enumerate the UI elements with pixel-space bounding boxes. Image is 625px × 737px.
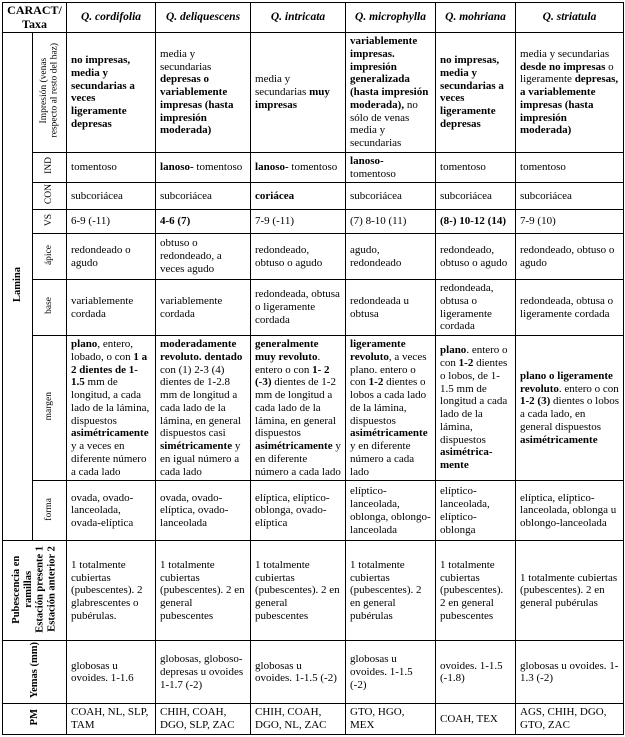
cell-base-q-mohriana [436,280,516,336]
text-run: lanoso- [350,154,384,167]
text-run: 1 totalmente cubiertas (pubescentes). 2 glabrescentes o pubérulas. [71,558,143,622]
text-run: no sólo de venas media y secundarias [350,98,418,149]
cell-forma-q-mohriana [436,481,516,541]
text-run: subcoriácea [440,189,492,202]
text-run: 1 a 2 dientes de 1-1.5 [71,350,148,389]
cell-vs-q-intricata [251,210,346,234]
group-label-text [12,267,24,302]
text-run: plano [71,338,98,351]
text-run: respecto al resto del haz) [49,43,60,138]
text-run: lanoso- [255,161,289,174]
cell-apice-q-mohriana [436,234,516,280]
cell-pm-q-microphylla [346,704,436,735]
cell-apice-q-microphylla [346,234,436,280]
text-run: asimétricamente [71,427,149,440]
text-run: ovoides. 1-1.5 (-1.8) [440,659,503,685]
text-run: plano o ligeramente revoluto [520,369,613,395]
cell-con-q-cordifolia [67,183,156,210]
cell-margen-q-deliquescens [156,336,251,481]
row-label-con [33,183,67,210]
cell-apice-q-cordifolia [67,234,156,280]
cell-pubescencia-q-intricata [251,541,346,641]
text-run: asimétricamente [520,433,598,446]
table-body [3,33,624,735]
text-run: . entero o con [558,382,619,395]
text-run: Estación anterior [46,551,58,632]
row-label-apice [33,234,67,280]
row-label-text [44,392,55,420]
text-run: CON [44,184,55,205]
text-run: variablemente impresas. impresión generalizada (hasta impresión moderada), [350,35,429,111]
group-label-lamina [3,33,33,541]
text-run: ovada, ovado-elíptica, ovado-lanceolada [160,491,229,530]
cell-yemas-q-striatula [516,641,624,704]
cell-apice-q-intricata [251,234,346,280]
cell-pubescencia-q-microphylla [346,541,436,641]
text-run: , a veces plano. entero o con [350,350,427,389]
text-run: dientes o lobos, de 1- 1.5 mm de longitud a cada lado de la lámina, dispuestos [440,357,508,446]
group-label-text [29,642,41,698]
cell-ind-q-microphylla [346,152,436,183]
cell-pm-q-mohriana [436,704,516,735]
cell-pm-q-cordifolia [67,704,156,735]
text-run: AGS, CHIH, DGO, GTO, ZAC [520,706,607,732]
row-label-base [33,280,67,336]
text-run: y en diferente número a cada lado [255,440,341,478]
cell-pubescencia-q-mohriana [436,541,516,641]
cell-base-q-deliquescens [156,280,251,336]
cell-pubescencia-q-deliquescens [156,541,251,641]
text-run: moderadamente revoluto. dentado [160,338,243,363]
text-run: redondeado o agudo [71,243,131,269]
row-label-text [44,214,55,226]
group-label-pm [3,704,67,735]
species-header-q-deliquescens: Q. deliquescens [156,3,251,33]
row-label-forma [33,481,67,541]
row-label-text [44,498,55,521]
text-run: 1-2 [368,376,384,389]
cell-forma-q-intricata [251,481,346,541]
text-run: coriácea [255,189,295,202]
text-run: 2 [46,546,58,552]
cell-con-q-microphylla [346,183,436,210]
cell-margen-q-cordifolia [67,336,156,481]
cell-impresion-q-cordifolia [67,33,156,153]
cell-forma-q-cordifolia [67,481,156,541]
text-run: COAH, TEX [440,712,498,725]
group-label-text [29,709,41,725]
row-label-text [44,184,55,204]
text-run: tomentoso [193,161,243,174]
text-run: asimétrica-mente [440,446,493,472]
text-run: dientes o lobos a cada lado de la lámina, dispuestos [350,376,427,427]
text-run: y en diferente número a cada lado [350,440,415,478]
cell-yemas-q-mohriana [436,641,516,704]
text-run: 7-9 (10) [520,215,556,228]
cell-vs-q-mohriana [436,210,516,234]
row-label-text [44,297,55,314]
species-header-q-intricata: Q. intricata [251,3,346,33]
cell-base-q-cordifolia [67,280,156,336]
text-run: elíptico-lanceolada, oblonga, oblongo-lanceolada [350,485,431,536]
text-run: Estación presente [34,550,46,633]
text-run: Yemas (mm) [28,642,40,699]
text-run: subcoriácea [350,189,402,202]
text-run: Taxa [22,16,47,31]
cell-margen-q-intricata [251,336,346,481]
text-run: no impresas, media y secundarias a veces ligeramente depresas [71,54,135,130]
cell-vs-q-deliquescens [156,210,251,234]
text-run: lanoso- [160,161,194,174]
text-run: redondeado, obtuso o agudo [255,243,323,269]
cell-apice-q-striatula [516,234,624,280]
text-run: VS [44,213,55,226]
text-run: CHIH, COAH, DGO, NL, ZAC [255,706,327,732]
text-run: ligeramente revoluto [350,338,406,363]
text-run: tomentoso [288,161,338,174]
corner-header [3,3,67,33]
text-run: 1-2 [458,357,474,370]
text-run: Pubescencia en [11,554,22,623]
row-label-ind [33,152,67,183]
text-run: globosas, globoso-depresas u ovoides 1-1.7 (-2) [160,653,244,691]
text-run: GTO, HGO, MEX [350,706,405,732]
comparison-table [2,2,624,735]
cell-margen-q-microphylla [346,336,436,481]
text-run: y en igual número a cada lado [160,440,241,478]
species-header-q-striatula: Q. striatula [516,3,624,33]
text-run: globosas u ovoides. 1-1.3 (-2) [520,659,619,685]
cell-forma-q-deliquescens [156,481,251,541]
text-run: con (1) 2-3 (4) dientes de 1-2.8 mm de longitud a cada lado de la lámina, en general dispuestos casi [160,363,241,440]
text-run: forma [44,497,55,521]
text-run: subcoriácea [160,189,212,202]
text-run: base [44,297,55,315]
cell-yemas-q-intricata [251,641,346,704]
text-run: (7) 8-10 (11) [350,215,407,228]
species-header-q-mohriana: Q. mohriana [436,3,516,33]
text-run: elíptica, elíptico-lanceolada, oblonga u oblongo-lanceolada [520,491,617,530]
cell-vs-q-microphylla [346,210,436,234]
cell-yemas-q-microphylla [346,641,436,704]
text-run: redondeada, obtusa o ligeramente cordada [520,294,614,320]
cell-impresion-q-mohriana [436,33,516,153]
group-label-yemas-mm [3,641,67,704]
text-run: ovada, ovado-lanceolada, ovada-elíptica [71,491,134,530]
text-run: Impresión (venas [38,57,49,124]
text-run: media y secundarias [160,47,212,73]
text-run: 7-9 (-11) [255,215,295,228]
text-run: 4-6 (7) [160,215,191,228]
cell-ind-q-striatula [516,152,624,183]
text-run: tomentoso [520,161,566,174]
text-run: dientes o lobos a cada lado, en general dispuestos [520,395,620,433]
text-run: Lamina [11,267,23,303]
text-run: redondeado, obtuso o agudo [440,243,508,269]
text-run: 1 [34,545,46,551]
cell-forma-q-striatula [516,481,624,541]
text-run: globosas u ovoides. 1-1.6 [71,659,134,685]
text-run: CARACT/ [7,3,62,18]
text-run: elíptico-lanceolada, elíptico-oblonga [440,485,490,536]
text-run: PM [28,709,40,726]
cell-yemas-q-deliquescens [156,641,251,704]
cell-ind-q-intricata [251,152,346,183]
text-run: redondeada, obtusa o ligeramente cordada [255,288,340,326]
text-run: tomentoso [440,161,486,174]
text-run: 1 totalmente cubiertas (pubescentes). 2 en general pubescentes [160,558,245,622]
cell-pm-q-striatula [516,704,624,735]
text-run: depresas, a variablemente impresas (hasta impresión moderada) [520,73,619,137]
cell-pm-q-deliquescens [156,704,251,735]
row-label-margen [33,336,67,481]
cell-base-q-striatula [516,280,624,336]
cell-base-q-microphylla [346,280,436,336]
text-run: tomentoso [71,161,117,174]
text-run: 1 totalmente cubiertas (pubescentes). 2 en general pubérulas [520,571,618,610]
cell-ind-q-deliquescens [156,152,251,183]
cell-con-q-intricata [251,183,346,210]
cell-pubescencia-q-cordifolia [67,541,156,641]
cell-con-q-striatula [516,183,624,210]
cell-margen-q-mohriana [436,336,516,481]
text-run: 6-9 (-11) [71,215,111,228]
cell-apice-q-deliquescens [156,234,251,280]
cell-impresion-q-striatula [516,33,624,153]
text-run: depresas o variablemente impresas (hasta impresión moderada) [160,73,234,137]
cell-pubescencia-q-striatula [516,541,624,641]
text-run: obtuso o redondeado, a veces agudo [160,237,222,275]
cell-ind-q-cordifolia [67,152,156,183]
text-run: (8-) 10-12 (14) [440,215,506,228]
text-run: media y secundarias [255,73,310,98]
text-run: 1 totalmente cubiertas (pubescentes). 2 en general pubescentes [440,558,504,622]
text-run: redondeada u obtusa [350,294,409,320]
species-header-q-cordifolia: Q. cordifolia [67,3,156,33]
text-run: tomentoso [350,167,396,180]
text-run: 1 totalmente cubiertas (pubescentes). 2 en general pubescentes [255,558,340,622]
text-run: mm de longitud, a cada lado de la lámina, dispuestos [71,376,150,427]
cell-vs-q-striatula [516,210,624,234]
text-run: dientes de 1-2 mm de longitud a cada lado de la lámina, en general dispuestos [255,376,336,440]
text-run: globosas u ovoides. 1-1.5 (-2) [350,653,413,691]
group-label-pubescencia-en-ramillas [3,541,67,641]
text-run: agudo, redondeado [350,243,402,269]
cell-base-q-intricata [251,280,346,336]
text-run: redondeada, obtusa o ligeramente cordada [440,282,494,333]
text-run: ramillas [22,570,34,608]
group-label-text [11,546,58,633]
text-run: redondeado, obtuso o agudo [520,243,615,269]
text-run: media y secundarias [520,47,610,60]
text-run: CHIH, COAH, DGO, SLP, ZAC [160,706,235,732]
cell-forma-q-microphylla [346,481,436,541]
text-run: . entero o con [440,344,508,370]
text-run: variablemente cordada [71,294,134,320]
text-run: asimétricamente [255,440,333,453]
text-run: simétricamente [160,440,233,453]
text-run: COAH, NL, SLP, TAM [71,706,149,732]
cell-ind-q-mohriana [436,152,516,183]
text-run: generalmente muy revoluto [255,338,319,363]
cell-impresion-q-intricata [251,33,346,153]
cell-con-q-mohriana [436,183,516,210]
text-run: . entero o con [255,350,321,376]
cell-impresion-q-deliquescens [156,33,251,153]
text-run: desde no impresas [520,60,609,73]
table-head [3,3,624,33]
text-run: globosas u ovoides. 1-1.5 (-2) [255,659,337,685]
row-label-vs [33,210,67,234]
cell-con-q-deliquescens [156,183,251,210]
text-run: elíptica, elíptico-oblonga, ovado-elíptica [255,491,330,530]
row-label-text [44,245,55,265]
row-label-impresion [33,33,67,153]
cell-pm-q-intricata [251,704,346,735]
text-run: y a veces en diferente número a cada lado [71,440,147,478]
text-run: 1- 2 (-3) [255,363,330,389]
text-run: subcoriácea [71,189,123,202]
text-run: IND [44,157,55,175]
text-run: 1-2 (3) [520,395,551,408]
cell-yemas-q-cordifolia [67,641,156,704]
text-run: asimétricamente [350,427,428,440]
cell-impresion-q-microphylla [346,33,436,153]
row-label-text [39,43,60,137]
species-header-q-microphylla: Q. microphylla [346,3,436,33]
text-run: o ligeramente [520,60,614,86]
text-run: 1 totalmente cubiertas (pubescentes). 2 en general pubérulas [350,558,422,622]
text-run: plano [440,344,467,357]
text-run: ápice [44,244,55,265]
text-run: muy impresas [255,86,330,111]
text-run: , entero, lobado, o con [71,338,134,363]
text-run: no impresas, media y secundarias a veces ligeramente depresas [440,54,504,130]
row-label-text [44,157,55,174]
text-run: margen [44,392,55,421]
text-run: variablemente cordada [160,294,223,320]
text-run: subcoriácea [520,189,572,202]
cell-margen-q-striatula [516,336,624,481]
cell-vs-q-cordifolia [67,210,156,234]
